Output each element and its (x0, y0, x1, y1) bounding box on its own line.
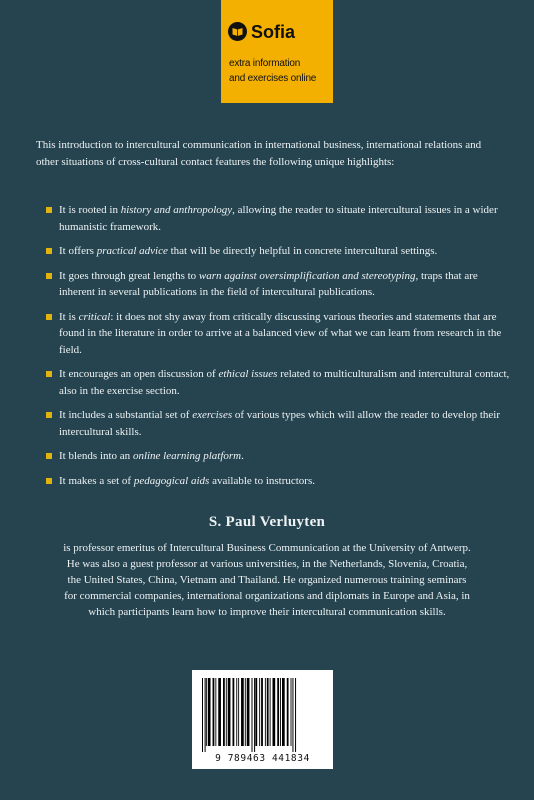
highlight-item: It offers practical advice that will be directly helpful in concrete intercultural settings. (46, 243, 516, 260)
bullet-square-icon (46, 478, 52, 484)
bullet-square-icon (46, 314, 52, 320)
barcode-bars (198, 678, 327, 752)
intro-paragraph: This introduction to intercultural communication in international business, international relations and other situations of cross-cultural contact features the following unique highlights: (36, 139, 482, 168)
sofia-wordmark: Sofia (251, 21, 296, 42)
sofia-badge (221, 0, 333, 103)
highlight-item: It blends into an online learning platform. (46, 448, 516, 465)
author-name: S. Paul Verluyten (208, 514, 326, 530)
highlight-item: It is rooted in history and anthropology, allowing the reader to situate intercultural issues in a wider humanistic framework. (46, 202, 516, 235)
highlight-item: It makes a set of pedagogical aids available to instructors. (46, 473, 516, 490)
bullet-square-icon (46, 412, 52, 418)
book-icon (228, 22, 247, 41)
barcode (192, 670, 333, 769)
highlight-item: It includes a substantial set of exercises of various types which will allow the reader to develop their intercultural skills. (46, 407, 516, 440)
highlight-item: It is critical: it does not shy away from critically discussing various theories and statements that are found in the literature in order to arrive at a balanced view of what we can learn from research in the field. (46, 309, 516, 359)
bullet-square-icon (46, 371, 52, 377)
sofia-logo (228, 22, 295, 41)
sofia-tagline (229, 56, 316, 86)
sofia-tagline-line1: extra information (229, 58, 301, 69)
author-bio: is professor emeritus of Intercultural Business Communication at the University of Antwerp. He was also a guest professor at various universities, in the Netherlands, Slovenia, Croatia, the United States, China, Vietnam and Thailand. He organized numerous training seminars for commercial companies, international organizations and diplomats in Europe and Asia, in which participants learn how to improve their intercultural communication skills. (63, 542, 471, 618)
highlights-list (46, 202, 516, 489)
sofia-tagline-line2: and exercises online (229, 73, 317, 84)
bullet-square-icon (46, 453, 52, 459)
bullet-square-icon (46, 207, 52, 213)
bullet-square-icon (46, 248, 52, 254)
isbn-number: 9 789463 441834 (215, 753, 310, 764)
bullet-square-icon (46, 273, 52, 279)
highlight-item: It encourages an open discussion of ethical issues related to multiculturalism and intercultural contact, also in the exercise section. (46, 366, 516, 399)
highlight-item: It goes through great lengths to warn against oversimplification and stereotyping, traps that are inherent in several publications in the field of intercultural publications. (46, 268, 516, 301)
